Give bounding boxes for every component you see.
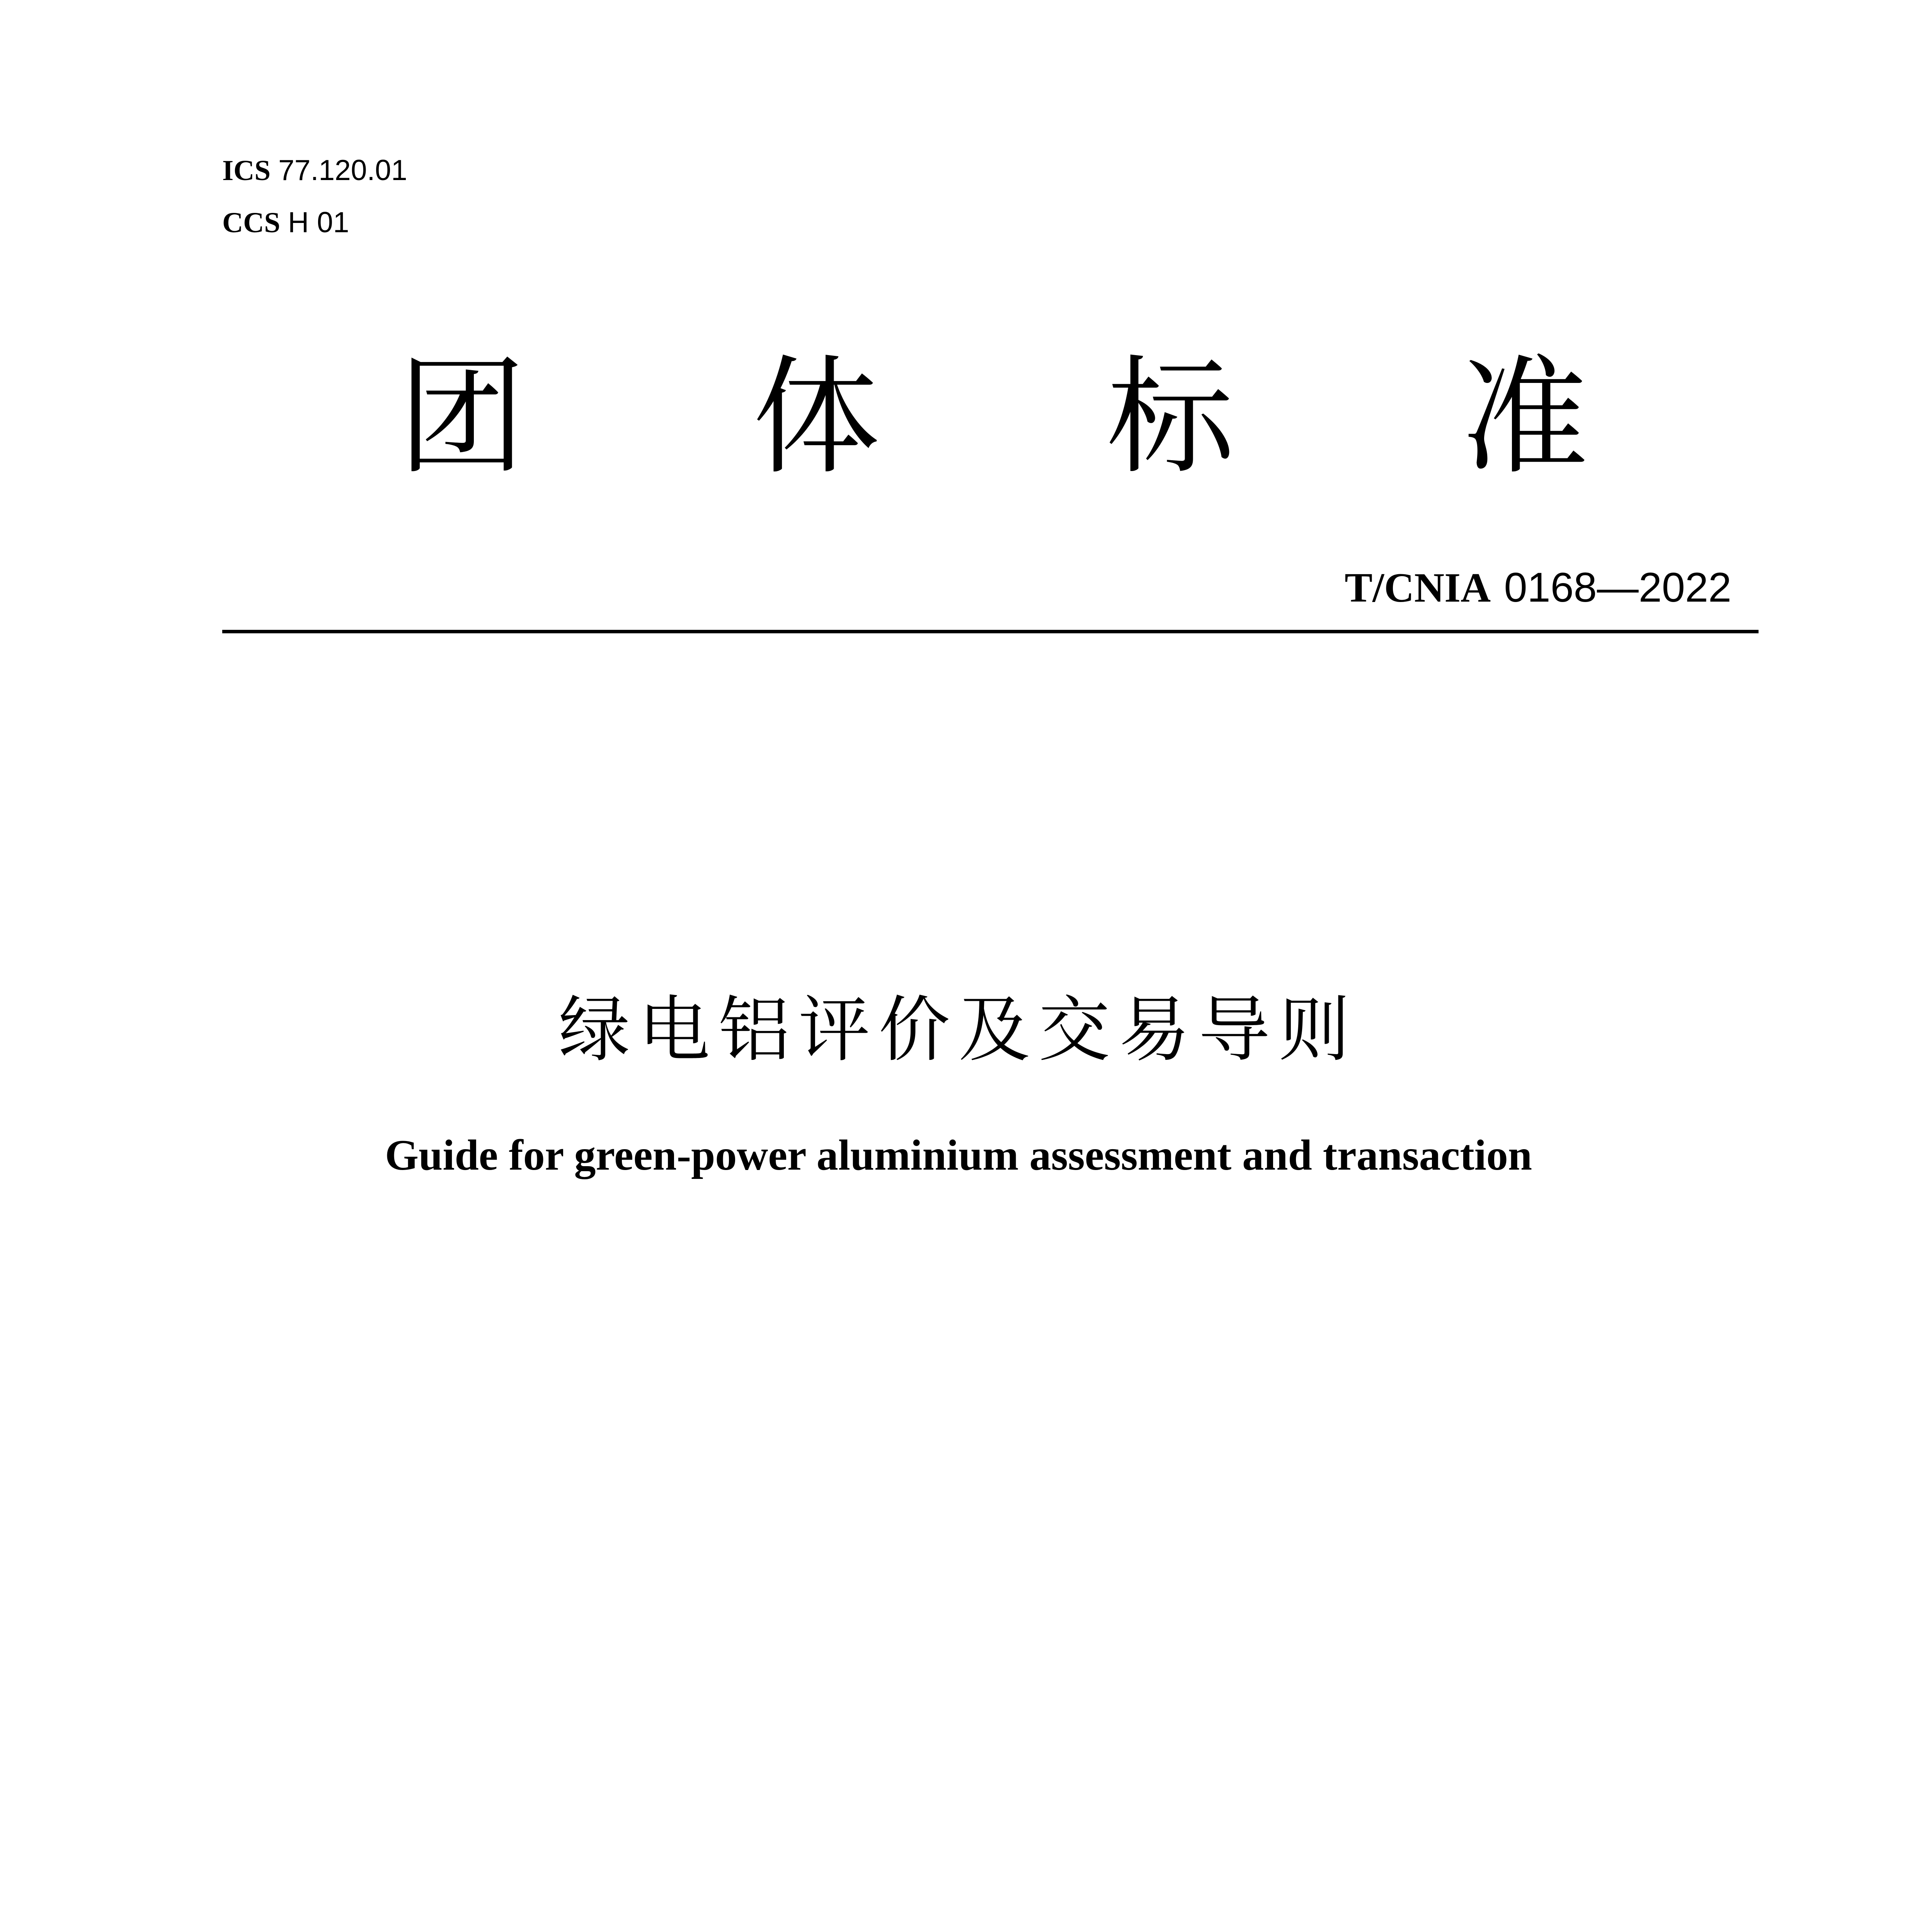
document-type-char: 标 (1107, 343, 1234, 492)
ics-code (222, 153, 407, 188)
document-type-char: 体 (752, 343, 880, 492)
top-divider (222, 630, 1759, 633)
chinese-title: 绿电铝评价及交易导则 (558, 988, 1359, 1071)
ics-prefix: ICS (222, 155, 271, 187)
ics-value: 77.120.01 (278, 154, 407, 186)
document-type-heading (398, 332, 1588, 502)
standard-number-prefix: T/CNIA (1345, 565, 1491, 611)
standard-number-suffix: 0168—2022 (1504, 564, 1731, 611)
standard-number (1345, 562, 1731, 613)
ccs-value: H 01 (288, 206, 349, 238)
english-title: Guide for green-power aluminium assessment and transaction (385, 1131, 1532, 1179)
ccs-code (222, 205, 349, 240)
ccs-prefix: CCS (222, 207, 281, 239)
document-type-char: 团 (398, 343, 526, 492)
document-type-char: 准 (1461, 343, 1588, 492)
